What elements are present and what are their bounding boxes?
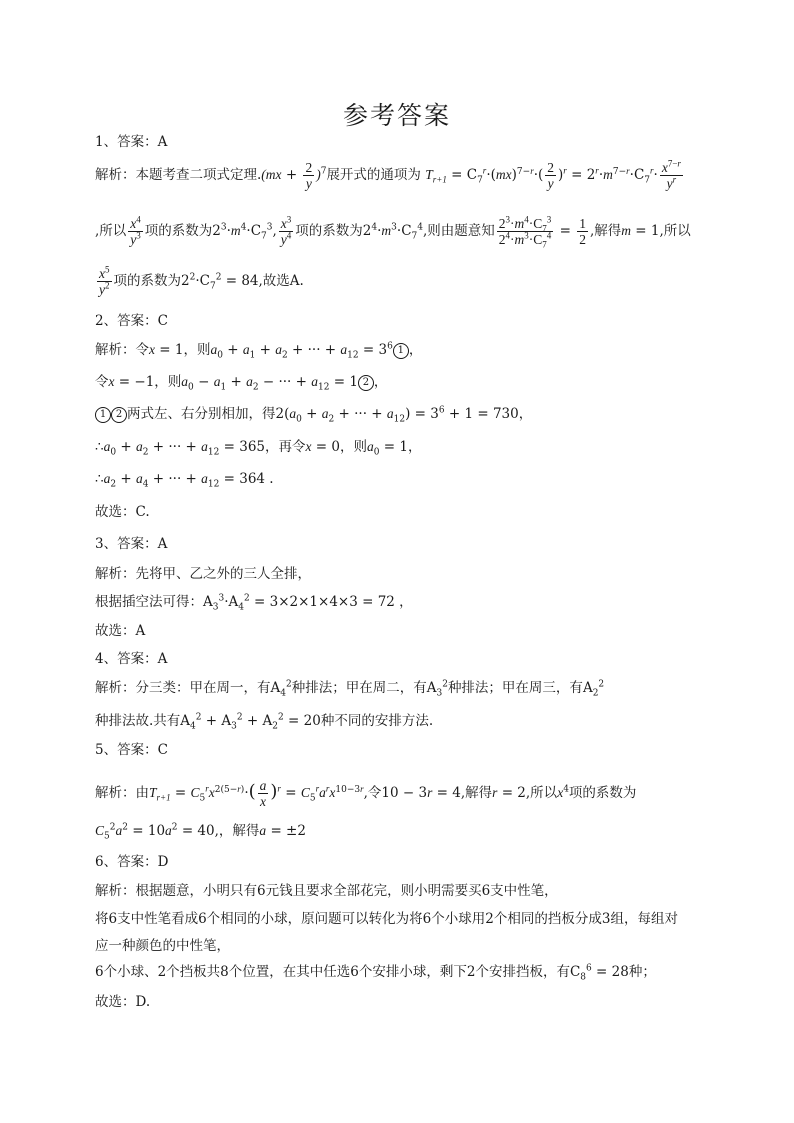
q1-line-2: ,所以 $\frac{x^4}{y^3}$ 项的系数为$2^3\cdot m^4\cdot C_7^3$, $\frac{x^3}{y^4}$ 项的系数为$2^4\cdot m^3\cdot C_7^4$,则由题意知 $\frac{2^3\cdot m^4\cdot C_7^3}{2^4\cdot m^3\cdot C_7^4}$ = $\frac{1}{2}$ ,解得m = 1,所以 (95, 214, 691, 250)
q1-line-1: 解析：本题考查二项式定理.(mx + $\frac{2}{y}$ )$^7$展开式的通项为 $T_{r+1} = C_7^r\cdot(mx)^{7-r}\cdot$( $\frac{2}{y}$ )$^r = 2^r\cdot m^{7-r}\cdot C_7^r\cdot$ $\frac{x^{7-r}}{y^r}$ (95, 158, 681, 191)
q2-line-5: $\therefore a_2 + a_4$ + ··· + $a_{12} = 364$ . (95, 471, 274, 490)
q1-line-3: $\frac{x^5}{y^2}$ 项的系数为$2^2\cdot C_7^2 = 84$,故选A. (99, 264, 304, 297)
q6-line-1: 解析：根据题意，小明只有6元钱且要求全部花完，则小明需要买6支中性笔， (95, 883, 558, 899)
q6-conclusion: 故选：D. (95, 994, 151, 1010)
q5-line-2: $C_5^2a^2 = 10a^2 = 40$,，解得a = ±2 (95, 822, 306, 842)
page-title: 参考答案 (342, 101, 451, 130)
q3-line-2: 根据插空法可得：$A_3^3\cdot A_4^2 = 3\times 2\times 1\times 4\times 3 = 72$ ， (95, 593, 413, 613)
q4-answer: 4、答案：A (95, 651, 168, 667)
q1-answer: 1、答案：A (95, 134, 168, 150)
q6-line-3: 应一种颜色的中性笔， (95, 938, 230, 954)
q4-line-2: 种排法故.共有$A_4^2 + A_3^2 + A_2^2 = 20$种不同的安排方法. (95, 712, 434, 732)
q2-answer: 2、答案：C (95, 313, 168, 329)
q3-line-1: 解析：先将甲、乙之外的三人全排， (95, 566, 311, 582)
q5-line-1: 解析：由$T_{r+1} = C_5^rx^{2(5-r)}\cdot$( $\frac{a}{x}$ )$^r = C_5^ra^rx^{10-3r}$,令10 − 3r = 4,解得r = 2,所以$x^4$项的系数为 (95, 778, 637, 809)
q4-line-1: 解析：分三类：甲在周一，有$A_4^2$种排法；甲在周二，有$A_3^2$种排法；甲在周三，有$A_2^2$ (95, 679, 605, 699)
q3-conclusion: 故选：A (95, 623, 146, 639)
q2-line-1: 解析：令x = 1，则$a_0 + a_1 + a_2$ + ··· + $a_{12} = 3^6$ 1 ， (95, 341, 423, 361)
q6-answer: 6、答案：D (95, 854, 169, 870)
q2-line-2: 令x = −1，则$a_0 - a_1 + a_2$ − ··· + $a_{12} = 1$ 2 ， (95, 374, 388, 393)
q2-conclusion: 故选：C. (95, 504, 150, 520)
q3-answer: 3、答案：A (95, 536, 168, 552)
q6-line-2: 将6支中性笔看成6个相同的小球，原问题可以转化为将6个小球用2个相同的挡板分成3组，每组对 (95, 911, 678, 927)
q5-answer: 5、答案：C (95, 742, 168, 758)
q2-line-3: 1 2 两式左、右分别相加，得$2(a_0 + a_2$ + ··· + $a_{12}) = 3^6 + 1 = 730$， (95, 405, 725, 423)
q2-line-4: $\therefore a_0 + a_2$ + ··· + $a_{12} = 365$，再令x = 0，则$a_0 = 1$， (95, 439, 422, 458)
q6-line-4: 6个小球、2个挡板共8个位置，在其中任选6个安排小球，剩下2个安排挡板，有$C_8^6 = 28$种； (95, 963, 656, 983)
